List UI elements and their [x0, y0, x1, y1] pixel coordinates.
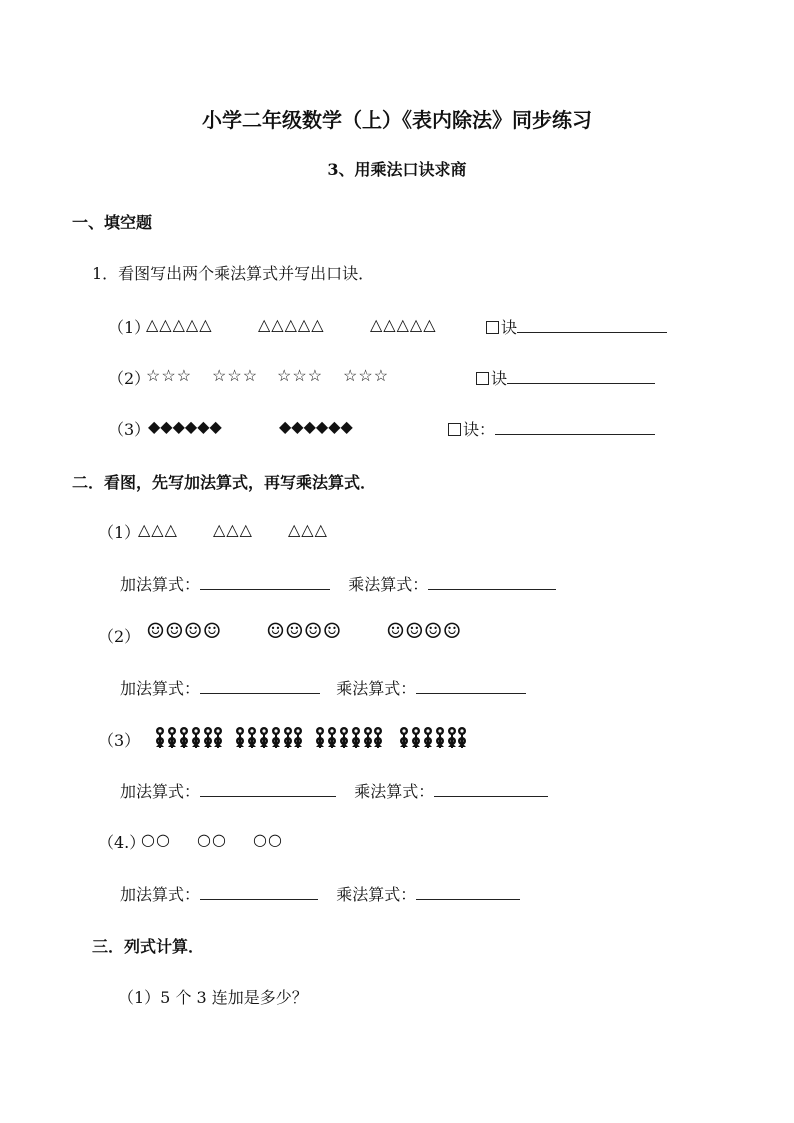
- question-1-prompt: 1．看图写出两个乘法算式并写出口诀．: [92, 264, 375, 283]
- star-group-1: ☆☆☆: [146, 366, 193, 385]
- star-group-2: ☆☆☆: [212, 366, 259, 385]
- answer-label: 诀：: [463, 420, 496, 439]
- s1-item-2-label: （2）: [108, 369, 151, 388]
- add-blank[interactable]: [200, 781, 336, 797]
- add-label: 加法算式：: [120, 782, 201, 801]
- s3-question-1: （1）5 个 3 连加是多少？: [118, 988, 308, 1007]
- star-group-3: ☆☆☆: [277, 366, 324, 385]
- add-label: 加法算式：: [120, 679, 201, 698]
- s1-item-3-answer: [448, 417, 655, 440]
- mul-label: 乘法算式：: [336, 679, 417, 698]
- smiley-group-2: ☺☺☺☺: [266, 619, 342, 643]
- circle-group-2: ○○: [197, 830, 227, 849]
- flower-figures: [154, 724, 474, 754]
- s2-item-4-label: （4.）: [98, 833, 146, 852]
- answer-blank[interactable]: [507, 368, 655, 384]
- mul-blank[interactable]: [434, 781, 548, 797]
- triangle-group-2: △△△△△: [258, 315, 325, 334]
- s2-item-1-label: （1）: [98, 523, 141, 542]
- add-blank[interactable]: [200, 574, 330, 590]
- diamond-group-2: ◆◆◆◆◆◆: [279, 417, 353, 436]
- page-subtitle: 3、用乘法口诀求商: [327, 160, 467, 179]
- triangle-group-a: △△△: [138, 520, 178, 539]
- page-title: 小学二年级数学（上）《表内除法》同步练习: [202, 108, 592, 132]
- flower-figures-svg: [154, 724, 474, 750]
- triangle-group-b: △△△: [213, 520, 253, 539]
- triangle-group-1: △△△△△: [146, 315, 213, 334]
- s1-item-2-answer: [476, 366, 655, 389]
- missing-char-box: [476, 372, 489, 385]
- smiley-group-1: ☺☺☺☺: [146, 619, 222, 643]
- add-label: 加法算式：: [120, 885, 201, 904]
- s1-item-1-label: （1）: [108, 318, 151, 337]
- triangle-group-3: △△△△△: [370, 315, 437, 334]
- section-2-heading: 二．看图，先写加法算式，再写乘法算式．: [72, 473, 377, 492]
- triangle-group-c: △△△: [288, 520, 328, 539]
- mul-label: 乘法算式：: [348, 575, 429, 594]
- s2-item-2-answers: [120, 676, 526, 699]
- circle-group-1: ○○: [141, 830, 171, 849]
- diamond-group-1: ◆◆◆◆◆◆: [148, 417, 222, 436]
- add-blank[interactable]: [200, 678, 320, 694]
- mul-blank[interactable]: [416, 884, 520, 900]
- missing-char-box: [486, 321, 499, 334]
- s2-item-3-label: （3）: [98, 731, 141, 750]
- missing-char-box: [448, 423, 461, 436]
- smiley-group-3: ☺☺☺☺: [386, 619, 462, 643]
- mul-blank[interactable]: [416, 678, 526, 694]
- add-label: 加法算式：: [120, 575, 201, 594]
- mul-blank[interactable]: [428, 574, 556, 590]
- section-3-heading: 三．列式计算．: [92, 937, 205, 956]
- s2-item-4-answers: [120, 882, 520, 905]
- s2-item-2-label: （2）: [98, 627, 141, 646]
- circle-group-3: ○○: [253, 830, 283, 849]
- s2-item-3-answers: [120, 779, 548, 802]
- s1-item-3-label: （3）: [108, 420, 151, 439]
- s1-item-1-answer: [486, 315, 667, 338]
- add-blank[interactable]: [200, 884, 318, 900]
- mul-label: 乘法算式：: [336, 885, 417, 904]
- star-group-4: ☆☆☆: [343, 366, 390, 385]
- answer-blank[interactable]: [517, 317, 667, 333]
- section-1-heading: 一、填空题: [72, 213, 153, 232]
- answer-label: 诀: [501, 318, 518, 337]
- answer-blank[interactable]: [495, 419, 655, 435]
- s2-item-1-answers: [120, 572, 556, 595]
- answer-label: 诀: [491, 369, 508, 388]
- s1-item-1: [108, 315, 150, 338]
- mul-label: 乘法算式：: [354, 782, 435, 801]
